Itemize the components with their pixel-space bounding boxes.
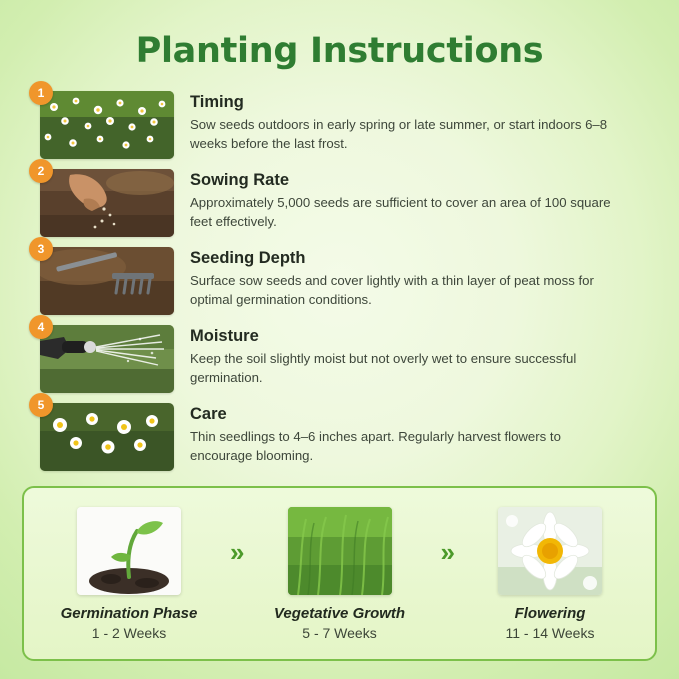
chevron-right-icon: » <box>440 537 449 567</box>
growth-timeline <box>22 486 657 661</box>
daisy-flower-photo <box>498 507 602 595</box>
phase-duration: 1 - 2 Weeks <box>91 624 167 641</box>
steps-list <box>37 86 645 473</box>
step-title: Moisture <box>190 327 259 345</box>
step-text: Thin seedlings to 4–6 inches apart. Regularly harvest flowers to encourage blooming. <box>190 429 561 463</box>
step-body <box>190 247 645 309</box>
step-thumbnail-wrap <box>37 86 174 159</box>
step-text: Surface sow seeds and cover lightly with a thin layer of peat moss for optimal germination conditions. <box>190 273 594 307</box>
phase-name: Germination Phase <box>60 604 198 622</box>
step-title: Sowing Rate <box>190 171 290 189</box>
step-thumbnail-wrap <box>37 398 174 471</box>
timeline-phase <box>467 507 633 641</box>
chevron-right-icon: » <box>230 537 239 567</box>
step-number-badge: 5 <box>29 393 53 417</box>
chamomile-field-photo <box>40 91 174 159</box>
page-title: Planting Instructions <box>135 31 544 71</box>
hand-sowing-seeds-photo <box>40 169 174 237</box>
step-text: Keep the soil slightly moist but not overly wet to ensure successful germination. <box>190 351 577 385</box>
watering-hose-spray-photo <box>40 325 174 393</box>
list-item <box>37 86 645 161</box>
timeline-phase <box>257 507 423 641</box>
green-foliage-photo <box>288 507 392 595</box>
step-body <box>190 91 645 153</box>
rake-on-soil-photo <box>40 247 174 315</box>
step-body <box>190 403 645 465</box>
step-number-badge: 3 <box>29 237 53 261</box>
sprouting-seedling-photo <box>77 507 181 595</box>
step-body <box>190 169 645 231</box>
step-text: Approximately 5,000 seeds are sufficient to cover an area of 100 square feet effectively. <box>190 195 611 229</box>
phase-duration: 5 - 7 Weeks <box>302 624 377 641</box>
step-title: Seeding Depth <box>190 249 306 267</box>
step-thumbnail-wrap <box>37 242 174 315</box>
step-thumbnail-wrap <box>37 164 174 237</box>
step-title: Timing <box>190 93 244 111</box>
step-title: Care <box>190 405 227 423</box>
phase-name: Flowering <box>514 604 586 622</box>
step-body <box>190 325 645 387</box>
phase-name: Vegetative Growth <box>273 604 406 622</box>
step-thumbnail-wrap <box>37 320 174 393</box>
step-number-badge: 2 <box>29 159 53 183</box>
step-number-badge: 4 <box>29 315 53 339</box>
chamomile-flowers-photo <box>40 403 174 471</box>
list-item <box>37 398 645 473</box>
list-item <box>37 164 645 239</box>
step-text: Sow seeds outdoors in early spring or late summer, or start indoors 6–8 weeks before the last frost. <box>190 117 608 151</box>
list-item <box>37 242 645 317</box>
step-number-badge: 1 <box>29 81 53 105</box>
list-item <box>37 320 645 395</box>
phase-duration: 11 - 14 Weeks <box>505 624 595 641</box>
timeline-phase <box>46 507 212 641</box>
